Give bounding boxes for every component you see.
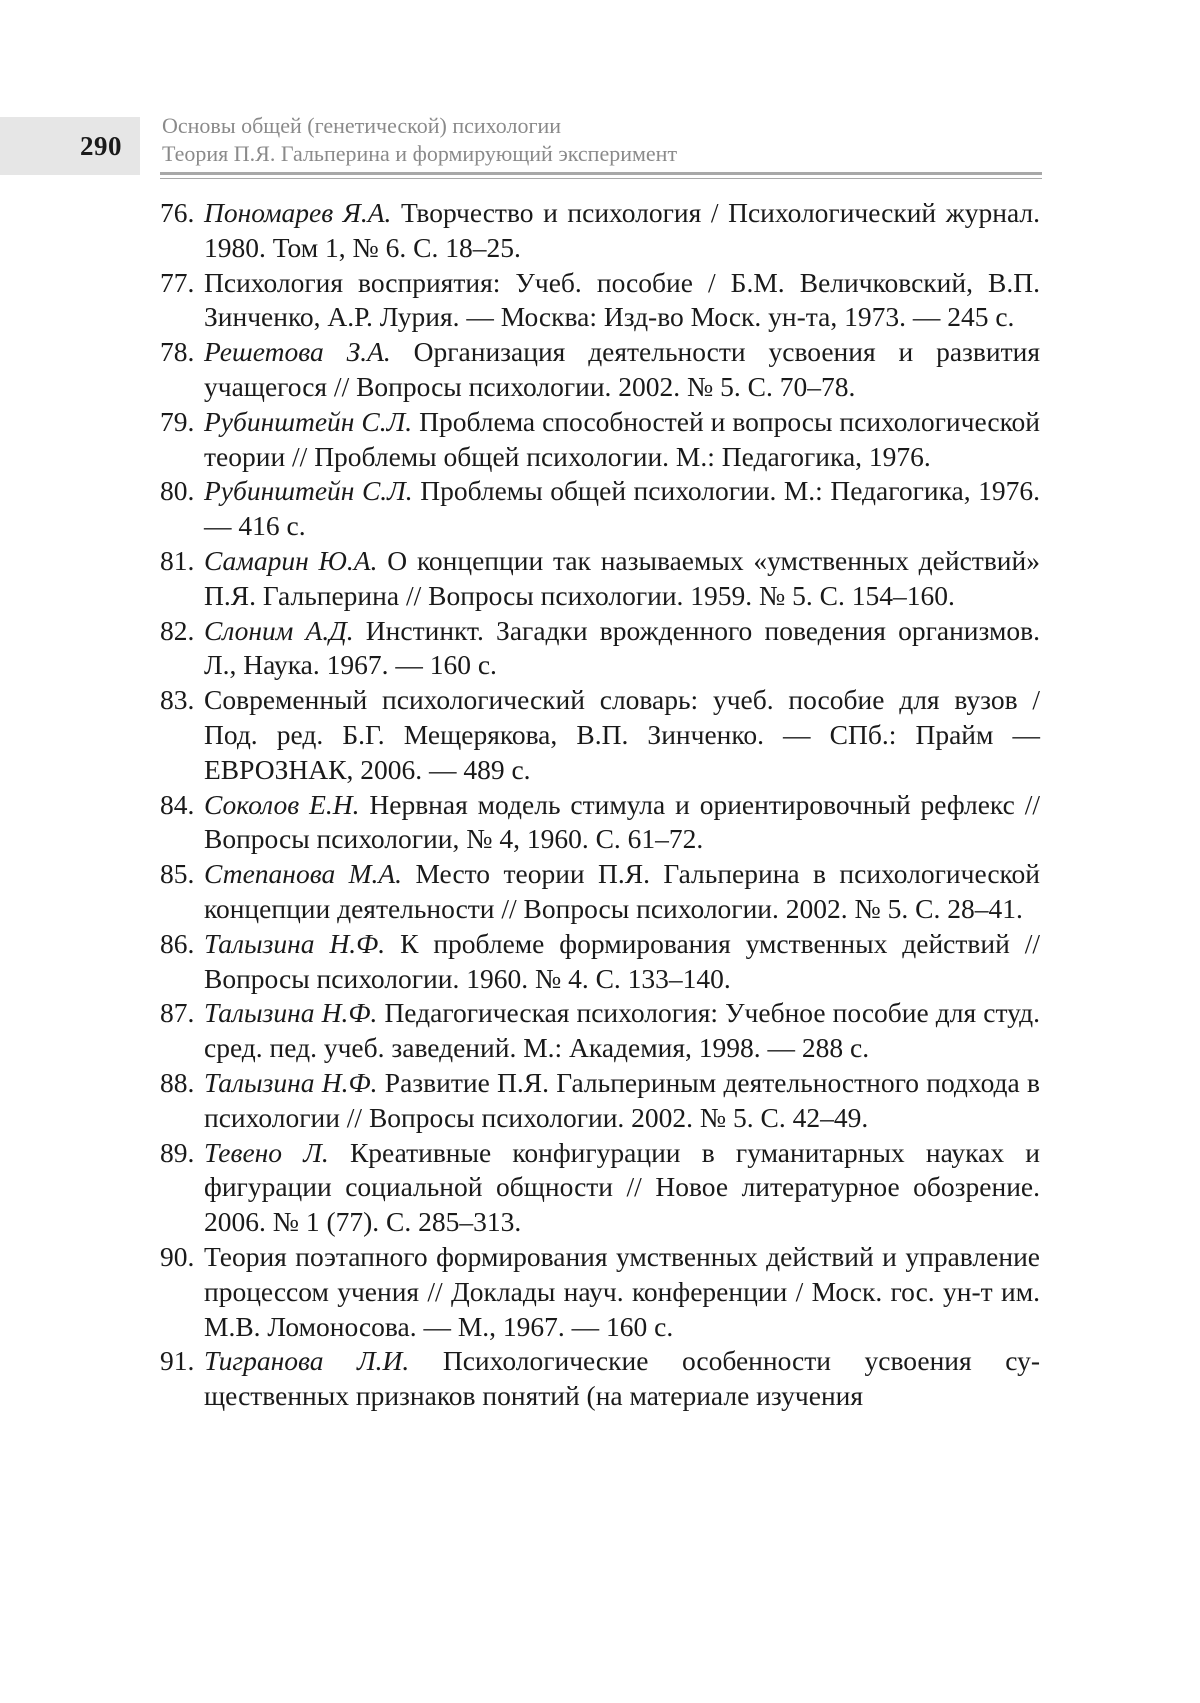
- reference-item: [160, 544, 1040, 614]
- reference-text: Педагогическая психология: Учебное пособие для студ. сред. пед. учеб. заведений. М.: Академия, 1998. — 288 с.: [204, 997, 1041, 1064]
- reference-number: 82.: [160, 614, 195, 646]
- reference-text: Развитие П.Я. Гальпериным деятельностного подхода в психологии // Вопросы психологии. 2002. № 5. С. 42–49.: [204, 1066, 1040, 1133]
- reference-number: 88.: [160, 1066, 195, 1098]
- reference-number: 90.: [160, 1240, 195, 1272]
- reference-item: [160, 1344, 1040, 1414]
- reference-number: 87.: [160, 997, 195, 1029]
- reference-number: 91.: [160, 1345, 195, 1377]
- reference-text: Психология восприятия: Учеб. пособие / Б.М. Величковский, В.П. Зинченко, А.Р. Лурия. — Москва: Изд-во Моск. ун-та, 1973. — 245 с.: [204, 266, 1040, 333]
- reference-item: [160, 1240, 1040, 1344]
- reference-item: [160, 857, 1040, 927]
- reference-item: [160, 1136, 1040, 1240]
- reference-item: [160, 1066, 1040, 1136]
- reference-item: [160, 196, 1040, 266]
- reference-number: 85.: [160, 858, 195, 890]
- reference-text: К проблеме формирования умственных действий // Вопросы психологии. 1960. № 4. С. 133–140.: [204, 927, 1040, 994]
- page-number: 290: [80, 131, 122, 161]
- reference-author: Талызина Н.Ф.: [204, 997, 378, 1029]
- reference-author: Решетова З.А.: [204, 336, 391, 368]
- reference-author: Тигранова Л.И.: [204, 1345, 410, 1377]
- reference-author: Талызина Н.Ф.: [204, 1066, 378, 1098]
- reference-author: Тевено Л.: [204, 1136, 329, 1168]
- reference-text: О концепции так называемых «умственных действий» П.Я. Гальперина // Вопросы психологии. 1959. № 5. С. 154–160.: [204, 544, 1040, 611]
- reference-number: 80.: [160, 475, 195, 507]
- reference-number: 89.: [160, 1136, 195, 1168]
- book-title: Основы общей (генетической) психологии: [162, 113, 562, 138]
- reference-text: Креативные конфигурации в гуманитарных науках и фигурации социальной общности // Новое литературное обозрение. 2006. № 1 (77). С. 285–313.: [204, 1136, 1040, 1238]
- reference-list: [160, 196, 1040, 1414]
- reference-author: Степанова М.А.: [204, 858, 403, 890]
- reference-number: 81.: [160, 544, 195, 576]
- reference-item: [160, 335, 1040, 405]
- reference-author: Слоним А.Д.: [204, 614, 354, 646]
- reference-item: [160, 996, 1040, 1066]
- header-rule-thin: [160, 178, 1042, 179]
- reference-item: [160, 474, 1040, 544]
- reference-author: Самарин Ю.А.: [204, 544, 378, 576]
- reference-text: Инстинкт. Загадки врожденного поведения организмов. Л., Наука. 1967. — 160 с.: [204, 614, 1041, 681]
- reference-item: [160, 927, 1040, 997]
- reference-number: 83.: [160, 684, 195, 716]
- reference-text: Современный психологический словарь: учеб. пособие для вузов / Под. ред. Б.Г. Мещерякова, В.П. Зинченко. — СПб.: Прайм — ЕВРОЗНАК, 2006. — 489 с.: [204, 684, 1040, 785]
- reference-author: Пономарев Я.А.: [204, 197, 392, 228]
- reference-text: Творчество и психология / Психологический журнал. 1980. Том 1, № 6. С. 18–25.: [204, 197, 1040, 263]
- reference-text: Проблема способностей и вопросы психологической теории // Проблемы общей психологии. М.: Педагогика, 1976.: [204, 405, 1040, 472]
- reference-author: Рубинштейн С.Л.: [204, 475, 413, 507]
- header-rule-thick: [160, 172, 1042, 175]
- reference-item: [160, 683, 1040, 787]
- reference-number: 76.: [160, 197, 195, 228]
- reference-number: 86.: [160, 927, 195, 959]
- reference-author: Рубинштейн С.Л.: [204, 405, 413, 437]
- reference-text: Нервная модель стимула и ориентировочный рефлекс // Вопросы психологии, № 4, 1960. С. 61–72.: [204, 788, 1040, 855]
- reference-text: Проблемы общей психологии. М.: Педагогика, 1976. — 416 с.: [204, 475, 1040, 542]
- reference-text: Психологические особенности усвоения существенных признаков понятий (на материале изучения: [204, 1345, 1040, 1412]
- reference-number: 79.: [160, 405, 195, 437]
- chapter-title: Теория П.Я. Гальперина и формирующий эксперимент: [162, 141, 678, 166]
- reference-item: [160, 614, 1040, 684]
- reference-author: Талызина Н.Ф.: [204, 927, 386, 959]
- reference-number: 78.: [160, 336, 195, 368]
- reference-item: [160, 788, 1040, 858]
- reference-text: Теория поэтапного формирования умственных действий и управление процессом учения // Доклады науч. конференции / Моск. гос. ун-т им. М.В. Ломоносова. — М., 1967. — 160 с.: [204, 1240, 1040, 1342]
- reference-item: [160, 405, 1040, 475]
- reference-item: [160, 266, 1040, 336]
- reference-number: 77.: [160, 266, 195, 298]
- reference-author: Соколов Е.Н.: [204, 788, 360, 820]
- running-head: [162, 112, 677, 168]
- reference-number: 84.: [160, 788, 195, 820]
- reference-text: Место теории П.Я. Гальперина в психологической концепции деятельности // Вопросы психологии. 2002. № 5. С. 28–41.: [204, 858, 1040, 924]
- reference-text: Организация деятельности усвоения и развития учащегося // Вопросы психологии. 2002. № 5. С. 70–78.: [204, 336, 1040, 402]
